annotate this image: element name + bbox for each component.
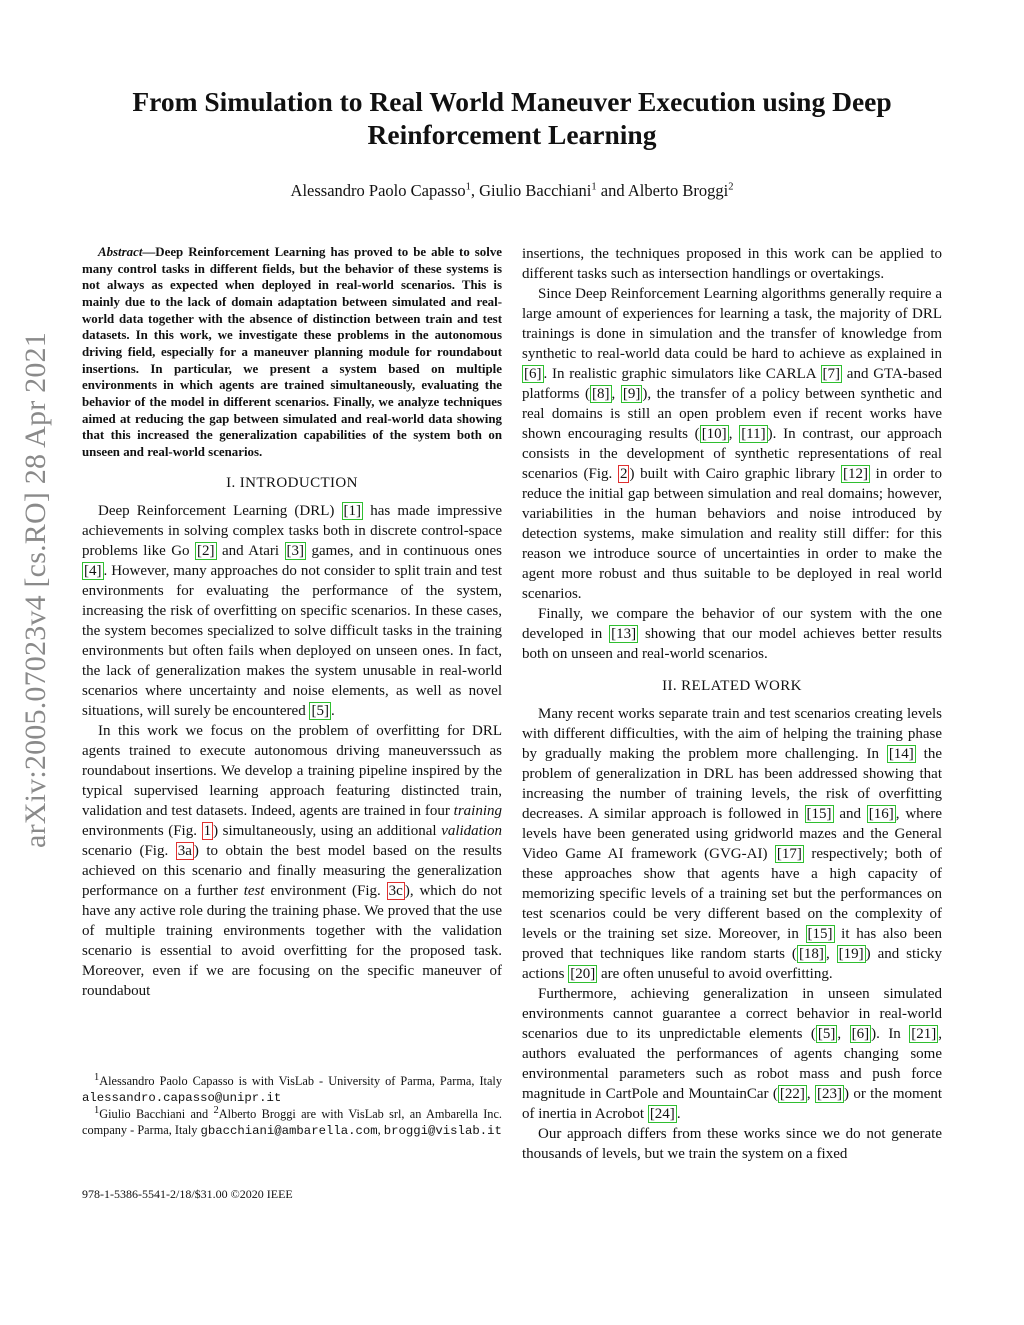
author-2: Giulio Bacchiani [479, 181, 592, 200]
intro-paragraph-3: insertions, the techniques proposed in this work can be applied to different tasks such as intersection handlings or overtakings. [522, 246, 942, 282]
citation-link[interactable]: [6] [851, 1026, 870, 1042]
right-column [522, 244, 942, 1164]
footnote-1: $^1$Alessandro Paolo Capasso is with VisLab - University of Parma, Parma, Italy alessandro.capasso@unipr.it [82, 1071, 502, 1105]
intro-paragraph-1: Deep Reinforcement Learning (DRL) [1] has made impressive achievements in solving complex tasks both in discrete control-space problems like Go [2] and Atari [3] games, and in continuous ones [4] . However, many approaches do not consider to split train and test environments for evaluating the performance of the system, increasing the risk of overfitting on specific scenarios. In these cases, the system becomes specialized to solve difficult tasks in the training environments but often fails when deployed on unseen ones. In fact, the lack of generalization makes the system unusable in real-world scenarios where uncertainty and noise elements, as well as novel situations, will surely be encountered [5] . [82, 502, 503, 719]
abstract-text: —Deep Reinforcement Learning has proved to be able to solve many control tasks in different fields, but the behavior of these systems is not always as expected when deployed in real-world scenarios. This is mainly due to the lack of domain adaptation between simulated and real-world data together with the absence of distinction between train and test datasets. In this work, we investigate these problems in the autonomous driving field, especially for a maneuver planning module for roundabout insertions. In particular, we present a system based on multiple environments in which agents are trained simultaneously, evaluating the behavior of the model in different scenarios. Finally, we analyze techniques aimed at reducing the gap between simulated and real-world data showing that this increased the generalization capabilities of the system both on unseen and real-world scenarios. [82, 245, 502, 459]
footnote-2: $^1$Giulio Bacchiani and $^2$Alberto Broggi are with VisLab srl, an Ambarella Inc. company - Parma, Italy gbacchiani@ambarella.com, broggi@vislab.it [82, 1104, 502, 1138]
author-1-affil: 1 [465, 181, 471, 193]
citation-link[interactable]: [6] [524, 366, 542, 382]
related-paragraph-2: Furthermore, achieving generalization in unseen simulated environments cannot guarantee a correct behavior in real-world scenarios due to its unpredictable elements ( [5] , [6] ). In [21] , authors evaluated the performances of agents changing some environmental parameters such as robot mass and push force magnitude in CartPole and MountainCar ( [22] , [23] ) or the moment of inertia in Acrobot [24] . [522, 986, 943, 1122]
arxiv-sidebar [3, 200, 69, 980]
left-column [82, 244, 502, 1001]
citation-link[interactable]: [5] [311, 702, 329, 719]
author-3: Alberto Broggi [627, 181, 729, 200]
citation-link[interactable]: [15] [807, 926, 833, 942]
citation-link[interactable]: [20] [570, 966, 596, 982]
figure-link[interactable]: 1 [203, 822, 212, 839]
figure-link[interactable]: 2 [619, 466, 628, 482]
email-link[interactable]: alessandro.capasso@unipr.it [82, 1091, 282, 1105]
citation-link[interactable]: [9] [622, 386, 641, 402]
abstract [82, 244, 502, 461]
section-heading-introduction: I. INTRODUCTION [226, 474, 358, 491]
email-link[interactable]: gbacchiani@ambarella.com [200, 1124, 378, 1138]
author-1: Alessandro Paolo Capasso [290, 181, 466, 200]
footnotes [82, 1073, 502, 1139]
citation-link[interactable]: [16] [868, 806, 894, 822]
figure-link[interactable]: 3a [177, 842, 192, 859]
citation-link[interactable]: [4] [84, 562, 102, 579]
author-line: Alessandro Paolo Capasso$^1$, Giulio Bacchiani$^1$ and Alberto Broggi$^2$ [290, 181, 734, 200]
citation-link[interactable]: [10] [701, 426, 727, 442]
citation-link[interactable]: [19] [838, 946, 864, 962]
copyright-notice: 978-1-5386-5541-2/18/$31.00 ©2020 IEEE [82, 1187, 293, 1201]
citation-link[interactable]: [24] [649, 1106, 675, 1122]
citation-link[interactable]: [17] [776, 846, 802, 862]
citation-link[interactable]: [12] [842, 466, 868, 482]
email-link[interactable]: broggi@vislab.it [383, 1124, 502, 1138]
citation-link[interactable]: [3] [286, 542, 305, 559]
citation-link[interactable]: [18] [798, 946, 824, 962]
citation-link[interactable]: [23] [816, 1086, 842, 1102]
citation-link[interactable]: [8] [592, 386, 610, 402]
citation-link[interactable]: [22] [779, 1086, 805, 1102]
abstract-label: Abstract [98, 245, 143, 259]
section-heading-related-work: II. RELATED WORK [662, 678, 802, 694]
citation-link[interactable]: [2] [197, 542, 215, 559]
citation-link[interactable]: [14] [888, 746, 914, 762]
author-2-affil: 1 [591, 181, 597, 193]
author-3-affil: 2 [728, 181, 734, 193]
author-and: and [600, 181, 625, 200]
citation-link[interactable]: [15] [806, 806, 832, 822]
citation-link[interactable]: [11] [741, 426, 766, 442]
related-paragraph-1: Many recent works separate train and test scenarios creating levels with different difficulties, with the aim of helping the training phase by gradually making the problem more challenging. In [14] the problem of generalization in DRL has been addressed showing that increasing the number of training levels, the risk of overfitting decreases. A similar approach is followed in [15] and [16] , where levels have been generated using gridworld mazes and the General Video Game AI framework (GVG-AI) [17] respectively; both of these approaches show that agents have a high capacity of memorizing specific levels of a training set but the performances on test scenarios could be very different based on the complexity of levels or the training set size. Moreover, in [15] it has also been proved that techniques like random starts ( [18] , [19] ) and sticky actions [20] are often unuseful to avoid overfitting. [522, 706, 943, 982]
citation-link[interactable]: [13] [611, 626, 637, 642]
arxiv-id: arXiv:2005.07023v4 [cs.RO] 28 Apr 2021 [19, 332, 53, 848]
paper-title: From Simulation to Real World Maneuver Execution using Deep Reinforcement Learning [132, 86, 892, 150]
related-paragraph-3: Our approach differs from these works since we do not generate thousands of levels, but we train the system on a fixed [522, 1126, 942, 1162]
intro-paragraph-5: Finally, we compare the behavior of our system with the one developed in [13] showing that our model achieves better results both on unseen and real-world scenarios. [522, 606, 943, 662]
citation-link[interactable]: [1] [343, 502, 362, 519]
citation-link[interactable]: [7] [822, 366, 841, 382]
figure-link[interactable]: 3c [388, 882, 403, 899]
intro-paragraph-4: Since Deep Reinforcement Learning algorithms generally require a large amount of experiences for learning a task, the majority of DRL trainings is done in simulation and the transfer of knowledge from synthetic to real-world data could be hard to achieve as explained in [6] . In realistic graphic simulators like CARLA [7] and GTA-based platforms ( [8] , [9] ), the transfer of a policy between synthetic and real domains is still an open problem even if recent works have shown encouraging results ( [10] , [11] ). In contrast, our approach consists in the development of synthetic representations of real scenarios (Fig. 2 ) built with Cairo graphic library [12] in order to reduce the initial gap between simulation and real domains; however, variabilities in the human behaviors and noise introduced by detection systems, make simulation and reality still differ: for this reason we introduce source of uncertainties in order to make the agent more robust and thus suitable to be deployed in real world scenarios. [522, 286, 943, 602]
citation-link[interactable]: [21] [911, 1026, 937, 1042]
intro-paragraph-2: In this work we focus on the problem of overfitting for DRL agents trained to execute autonomous driving maneuverssuch as roundabout insertions. We develop a training pipeline inspired by the typical supervised learning approach featuring distincted train, validation and test datasets. Indeed, agents are trained in four training environments (Fig. 1 ) simultaneously, using an additional validation scenario (Fig. 3a ) to obtain the best model based on the results achieved on this scenario and finally measuring the generalization performance on a further test environment (Fig. 3c ), which do not have any active role during the training phase. We proved that the use of multiple training environments together with the validation scenario is essential to avoid overfitting for the proposed task. Moreover, even if we are focusing on the specific maneuver of roundabout [82, 722, 503, 999]
citation-link[interactable]: [5] [817, 1026, 836, 1042]
